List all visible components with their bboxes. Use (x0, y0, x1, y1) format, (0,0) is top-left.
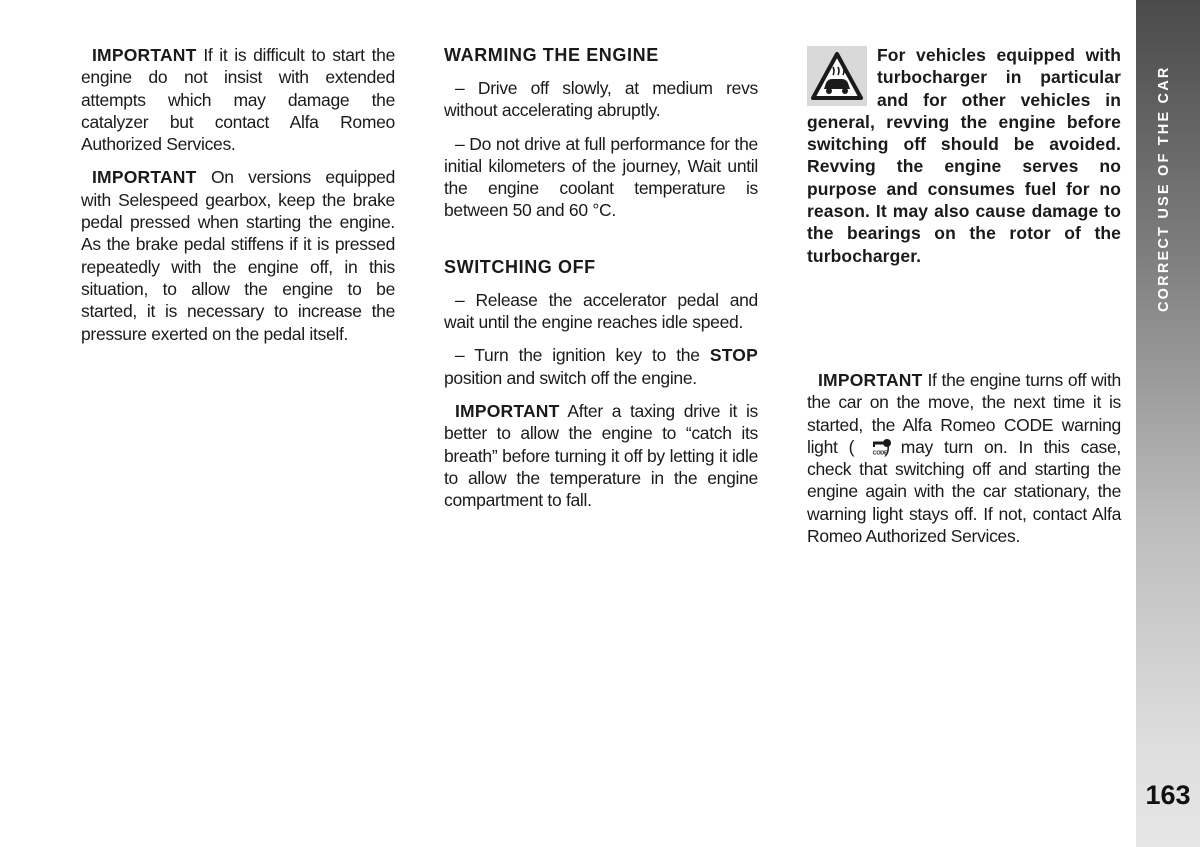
warming-item-2: – Do not drive at full performance for the initial kilometers of the journey, Wait until the engine coolant temperature is between 50 and 60 °C. (444, 133, 758, 221)
column-middle (444, 44, 758, 522)
important-keyword: IMPORTANT (92, 45, 197, 65)
page-number: 163 (1145, 780, 1191, 810)
important-text-end: ) may turn on. In this case, check that switching off and starting the engine again with the car stationary, the warning light stays off. If not, contact Alfa Romeo Authorized Services. (807, 436, 1121, 547)
switching-item-2-text: – Turn the ignition key to the (455, 345, 710, 366)
heading-switching-off: SWITCHING OFF (444, 256, 596, 277)
important-note-catalyzer (81, 44, 395, 155)
warning-triangle-car-icon (807, 46, 867, 106)
important-note-engine-off (807, 369, 1121, 547)
spacer (807, 278, 1121, 369)
important-note-taxing-drive (444, 400, 758, 511)
important-keyword: IMPORTANT (92, 167, 197, 188)
important-note-selespeed (81, 166, 395, 344)
turbocharger-warning: For vehicles equipped with turbocharger in particular and for other vehicles in general, revving the engine before switching off should be avoided. Revving the engine serves no purpose and consumes fuel for no reason. It may also cause damage to the bearings on the rotor of the turbocharger. (807, 45, 1121, 266)
switching-item-2 (444, 344, 758, 389)
important-text: If it is difficult to start the engine do not insist with extended attempts which may damage the catalyzer but contact Alfa Romeo Authorized Services. (81, 45, 395, 155)
important-keyword: IMPORTANT (818, 369, 923, 390)
column-right (807, 44, 1121, 558)
important-text: On versions equipped with Selespeed gearbox, keep the brake pedal pressed when starting the engine. As the brake pedal stiffens if it is pressed repeatedly with the engine off, in this situation, to allow the engine to be started, it is necessary to increase the pressure exerted on the pedal itself. (81, 167, 395, 344)
warming-item-1: – Drive off slowly, at medium revs without accelerating abruptly. (444, 78, 758, 121)
switching-item-1: – Release the accelerator pedal and wait until the engine reaches idle speed. (444, 289, 758, 333)
important-text: If the engine turns off with the car on the move, the next time it is started, the Alfa Romeo CODE warning light ( (807, 369, 1121, 457)
important-keyword: IMPORTANT (455, 400, 560, 421)
chapter-title: CORRECT USE OF THE CAR (1156, 65, 1172, 312)
column-left (81, 44, 395, 356)
switching-item-2-text-end: position and switch off the engine. (444, 367, 697, 388)
heading-warming-engine: WARMING THE ENGINE (444, 45, 659, 65)
code-icon-label: CODE (872, 450, 888, 456)
important-text: After a taxing drive it is better to allow the engine to “catch its breath” before turning it off by letting it idle to allow the temperature in the engine compartment to fall. (444, 400, 758, 511)
stop-keyword: STOP (709, 345, 758, 366)
code-key-icon (854, 438, 888, 456)
